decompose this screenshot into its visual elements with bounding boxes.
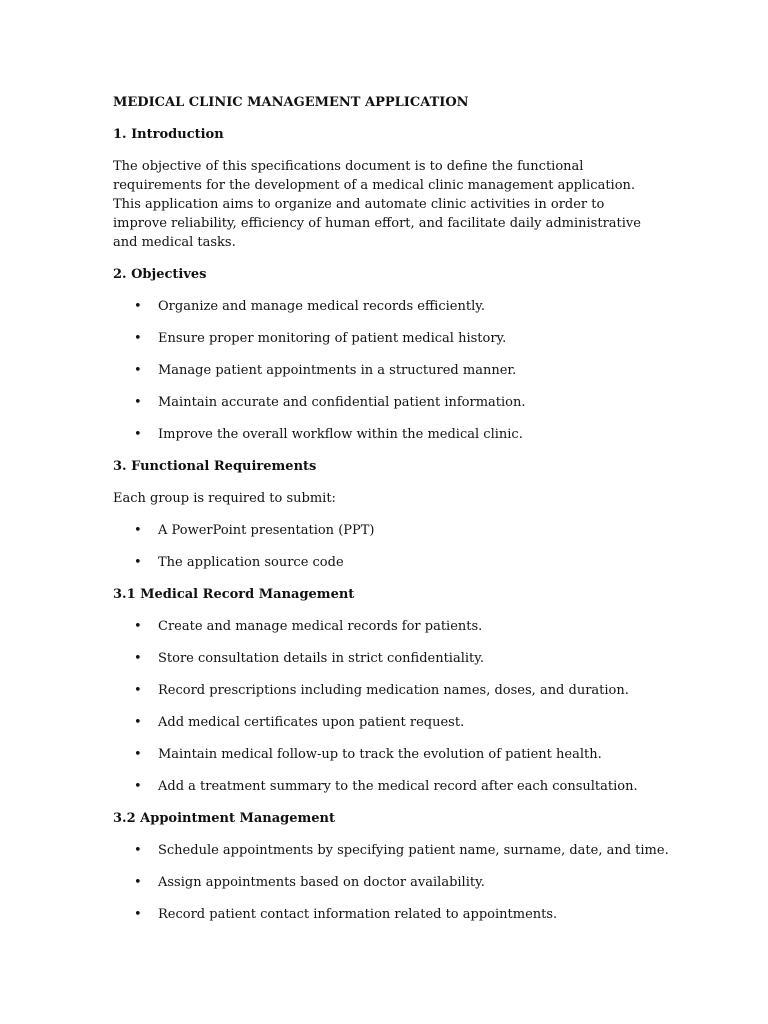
list-item <box>113 553 673 572</box>
bullet-list <box>113 297 673 444</box>
bullet-list <box>113 521 673 572</box>
bullet-icon: • <box>134 651 142 666</box>
list-item <box>113 777 673 796</box>
list-item-text: Add medical certificates upon patient request. <box>158 715 465 730</box>
section-heading: 1. Introduction <box>113 127 224 142</box>
list-item <box>113 841 673 860</box>
list-item <box>113 745 673 764</box>
bullet-icon: • <box>134 683 142 698</box>
bullet-icon: • <box>134 843 142 858</box>
section-heading: 3. Functional Requirements <box>113 459 317 474</box>
bullet-icon: • <box>134 555 142 570</box>
list-item-text: Maintain accurate and confidential patient information. <box>158 395 526 410</box>
section-paragraph: The objective of this specifications document is to define the functional requirements for the development of a medical clinic management application. This application aims to organize and automate clinic activities in order to improve reliability, efficiency of human effort, and facilitate daily administrative and medical tasks. <box>113 159 641 250</box>
list-item-text: Record prescriptions including medication names, doses, and duration. <box>158 683 629 698</box>
bullet-list <box>113 841 673 924</box>
list-item-text: Schedule appointments by specifying patient name, surname, date, and time. <box>158 843 669 858</box>
bullet-icon: • <box>134 747 142 762</box>
list-item-text: Maintain medical follow-up to track the evolution of patient health. <box>158 747 602 762</box>
list-item <box>113 713 673 732</box>
list-item-text: Record patient contact information related to appointments. <box>158 907 558 922</box>
section-introduction <box>113 125 673 252</box>
list-item <box>113 905 673 924</box>
bullet-icon: • <box>134 523 142 538</box>
section-heading: 2. Objectives <box>113 267 207 282</box>
section-appointment-management <box>113 809 673 924</box>
bullet-icon: • <box>134 395 142 410</box>
list-item <box>113 873 673 892</box>
list-item <box>113 329 673 348</box>
document-page <box>113 93 673 937</box>
list-item-text: Create and manage medical records for patients. <box>158 619 483 634</box>
list-item <box>113 681 673 700</box>
section-functional-requirements <box>113 457 673 572</box>
section-medical-record-management <box>113 585 673 796</box>
bullet-icon: • <box>134 427 142 442</box>
list-item <box>113 297 673 316</box>
list-item-text: Manage patient appointments in a structured manner. <box>158 363 517 378</box>
document-title: MEDICAL CLINIC MANAGEMENT APPLICATION <box>113 95 469 110</box>
bullet-icon: • <box>134 907 142 922</box>
bullet-icon: • <box>134 875 142 890</box>
bullet-list <box>113 617 673 796</box>
section-paragraph: Each group is required to submit: <box>113 491 336 506</box>
list-item <box>113 649 673 668</box>
list-item-text: Assign appointments based on doctor availability. <box>158 875 485 890</box>
list-item <box>113 361 673 380</box>
list-item <box>113 617 673 636</box>
bullet-icon: • <box>134 363 142 378</box>
bullet-icon: • <box>134 715 142 730</box>
bullet-icon: • <box>134 299 142 314</box>
list-item-text: Ensure proper monitoring of patient medical history. <box>158 331 507 346</box>
bullet-icon: • <box>134 331 142 346</box>
list-item-text: A PowerPoint presentation (PPT) <box>158 523 375 538</box>
bullet-icon: • <box>134 779 142 794</box>
list-item-text: The application source code <box>158 555 344 570</box>
list-item <box>113 521 673 540</box>
list-item-text: Organize and manage medical records efficiently. <box>158 299 485 314</box>
list-item <box>113 425 673 444</box>
section-objectives <box>113 265 673 444</box>
section-heading: 3.1 Medical Record Management <box>113 587 355 602</box>
section-heading: 3.2 Appointment Management <box>113 811 336 826</box>
list-item-text: Store consultation details in strict confidentiality. <box>158 651 485 666</box>
list-item-text: Add a treatment summary to the medical record after each consultation. <box>158 779 638 794</box>
list-item <box>113 393 673 412</box>
list-item-text: Improve the overall workflow within the medical clinic. <box>158 427 523 442</box>
bullet-icon: • <box>134 619 142 634</box>
